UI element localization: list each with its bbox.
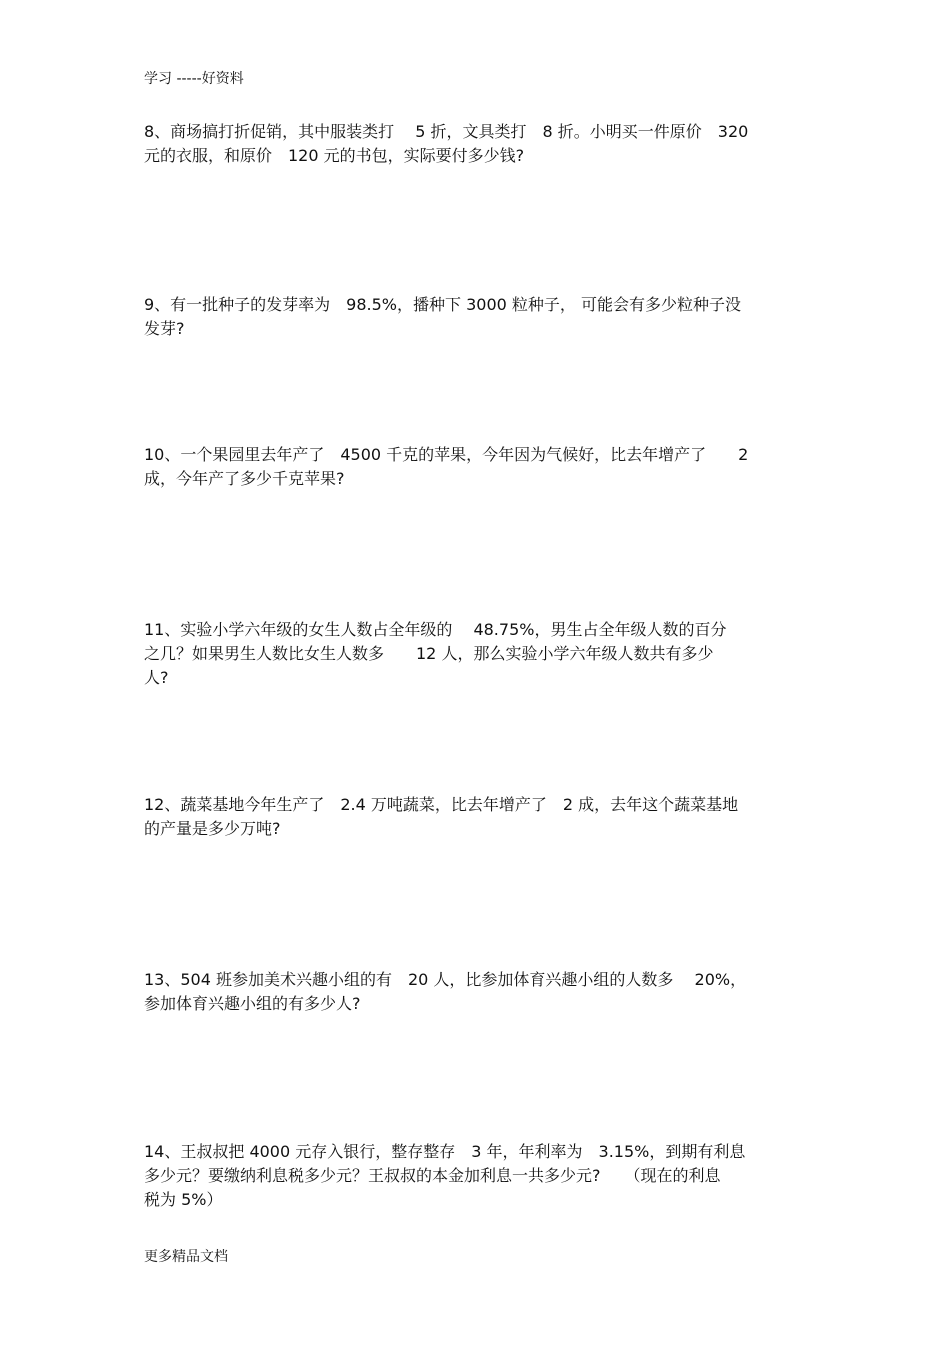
question-line: 发芽? — [144, 319, 185, 338]
question-8 — [144, 120, 812, 168]
question-line: 的产量是多少万吨? — [144, 819, 281, 838]
question-line: 人? — [144, 668, 169, 687]
question-14 — [144, 1140, 812, 1212]
question-12 — [144, 793, 812, 841]
question-9 — [144, 293, 812, 341]
question-line: 9、有一批种子的发芽率为 98.5%，播种下 3000 粒种子， 可能会有多少粒种子没 — [144, 295, 741, 314]
question-line: 10、一个果园里去年产了 4500 千克的苹果，今年因为气候好，比去年增产了 2 — [144, 445, 749, 464]
question-11 — [144, 618, 812, 690]
question-line: 14、王叔叔把 4000 元存入银行，整存整存 3 年，年利率为 3.15%，到期有利息 — [144, 1142, 746, 1161]
question-13 — [144, 968, 812, 1016]
page-header: 学习 -----好资料 — [144, 71, 244, 87]
question-line: 之几？如果男生人数比女生人数多 12 人，那么实验小学六年级人数共有多少 — [144, 644, 714, 663]
question-line: 11、实验小学六年级的女生人数占全年级的 48.75%，男生占全年级人数的百分 — [144, 620, 727, 639]
page-footer: 更多精品文档 — [144, 1249, 228, 1265]
question-10 — [144, 443, 812, 491]
question-line: 税为 5%） — [144, 1190, 223, 1209]
question-line: 12、蔬菜基地今年生产了 2.4 万吨蔬菜，比去年增产了 2 成，去年这个蔬菜基地 — [144, 795, 739, 814]
question-line: 元的衣服，和原价 120 元的书包，实际要付多少钱? — [144, 146, 525, 165]
question-line: 13、504 班参加美术兴趣小组的有 20 人，比参加体育兴趣小组的人数多 20%， — [144, 970, 747, 989]
question-line: 多少元？要缴纳利息税多少元？王叔叔的本金加利息一共多少元? （现在的利息 — [144, 1166, 721, 1185]
question-line: 成，今年产了多少千克苹果? — [144, 469, 345, 488]
question-line: 8、商场搞打折促销，其中服装类打 5 折，文具类打 8 折。小明买一件原价 320 — [144, 122, 749, 141]
question-line: 参加体育兴趣小组的有多少人? — [144, 994, 361, 1013]
